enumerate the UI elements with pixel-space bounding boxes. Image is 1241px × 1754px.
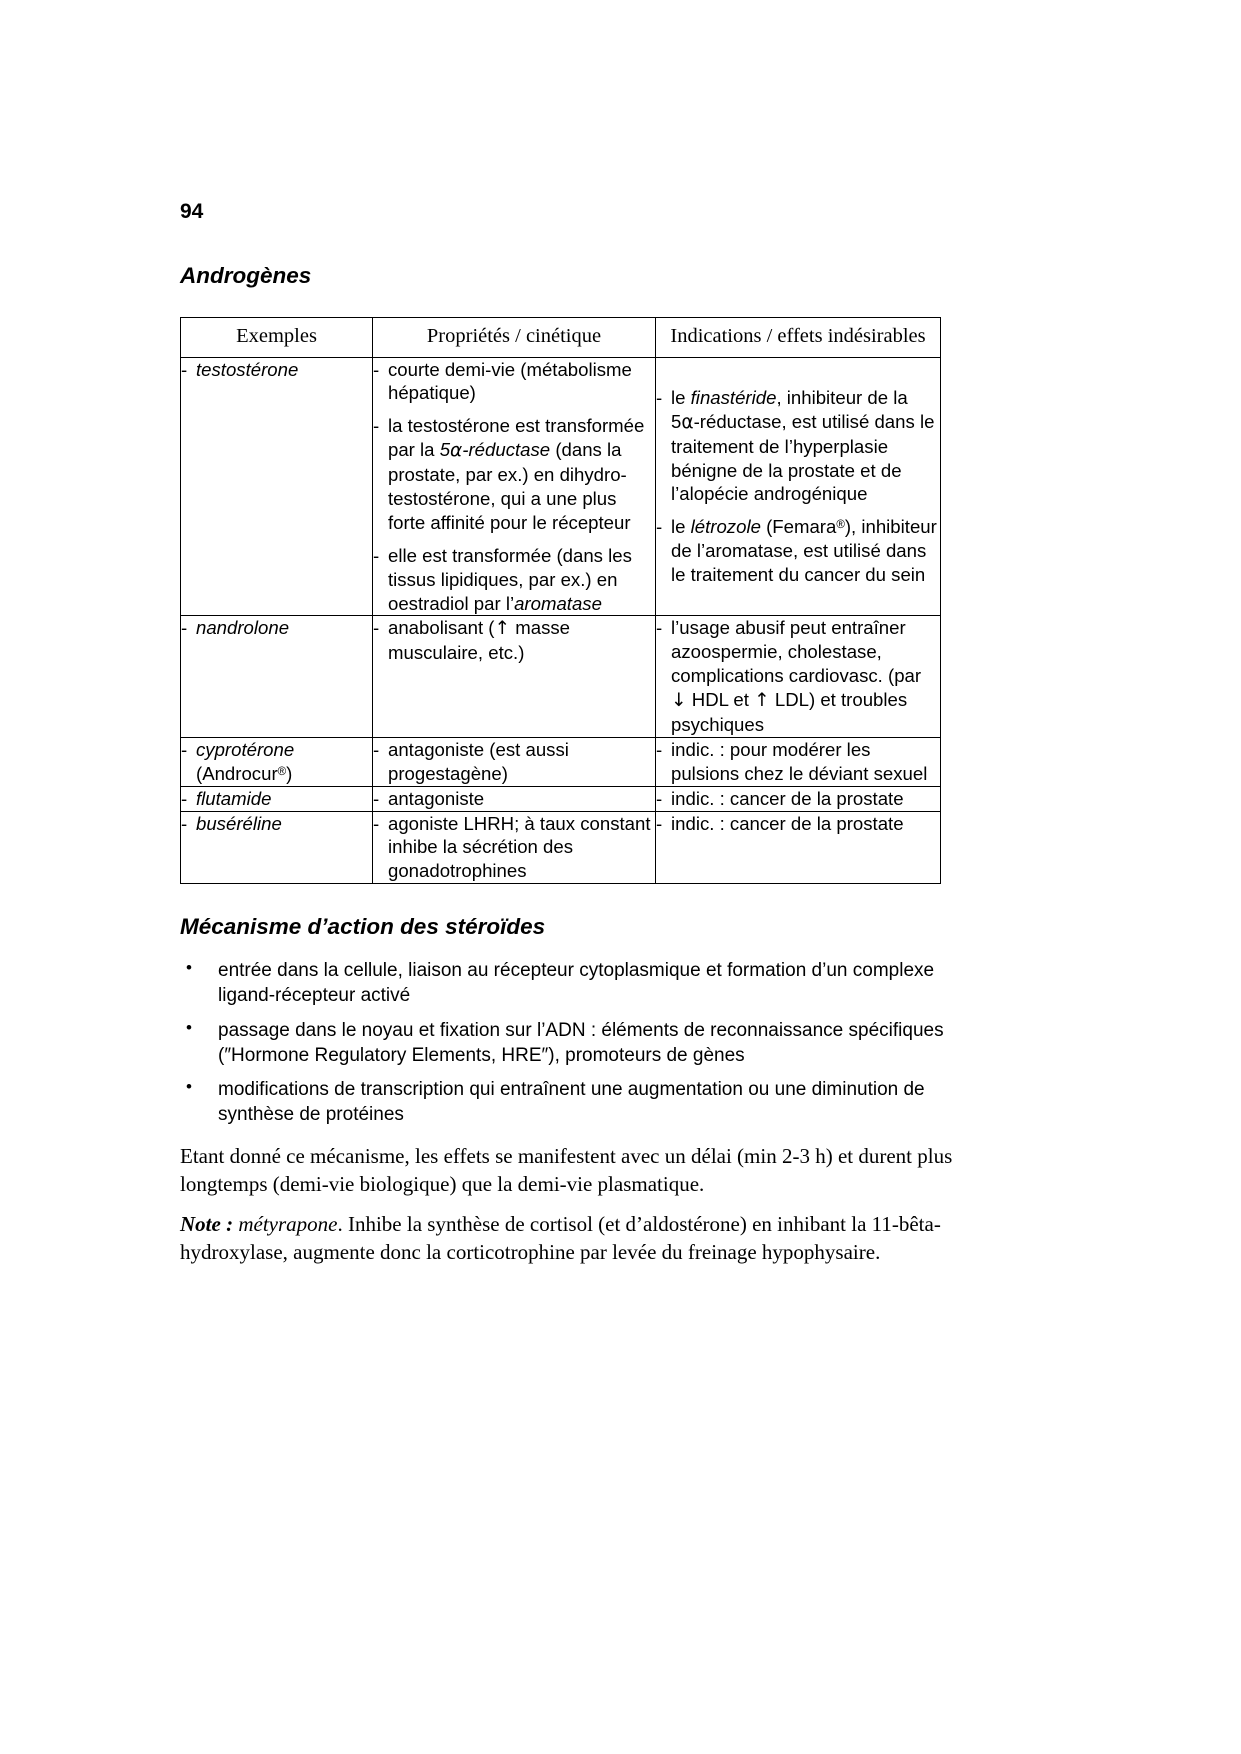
- cell-example: [181, 811, 373, 884]
- dash-list: [181, 358, 372, 382]
- cell-indications: [656, 616, 941, 737]
- list-item: - le létrozole (Femara®), inhibiteur de l’aromatase, est utilisé dans le traitement du cancer du sein: [656, 515, 940, 587]
- list-item: - cyprotérone (Androcur®): [181, 738, 372, 786]
- table-row: [181, 786, 941, 811]
- table-row: [181, 616, 941, 737]
- cell-example: [181, 786, 373, 811]
- drug-name: buséréline: [196, 812, 282, 834]
- cell-indications: [656, 786, 941, 811]
- dash-list: [656, 787, 940, 811]
- cell-properties: [373, 737, 656, 786]
- cell-indications: [656, 357, 941, 616]
- list-item: [181, 812, 372, 836]
- list-item: [181, 787, 372, 811]
- column-header-exemples: Exemples: [181, 317, 373, 357]
- mechanism-paragraph: Etant donné ce mécanisme, les effets se manifestent avec un délai (min 2-3 h) et durent plus longtemps (demi-vie biologique) que la demi-vie plasmatique.: [180, 1143, 953, 1196]
- list-item: - indic. : pour modérer les pulsions chez le déviant sexuel: [656, 738, 940, 786]
- dash-list: [656, 738, 940, 786]
- list-item: - la testostérone est transformée par la 5α-réductase (dans la prostate, par ex.) en dihydro-testostérone, qui a une plus forte affinité pour le récepteur: [373, 414, 655, 534]
- mechanism-bullet-list: [180, 958, 950, 1128]
- dash-list: [373, 787, 655, 811]
- list-item: - antagoniste: [373, 787, 655, 811]
- drug-name: testostérone: [196, 358, 299, 380]
- dash-list: [181, 616, 372, 640]
- drug-name: nandrolone: [196, 617, 290, 639]
- dash-list: [373, 812, 655, 884]
- drug-name: flutamide: [196, 787, 272, 809]
- table-header-row: [181, 317, 941, 357]
- table-row: [181, 737, 941, 786]
- cell-example: [181, 737, 373, 786]
- list-item: - indic. : cancer de la prostate: [656, 812, 940, 836]
- list-item: • entrée dans la cellule, liaison au récepteur cytoplasmique et formation d’un complexe ligand-récepteur activé: [180, 958, 950, 1009]
- list-item: - elle est transformée (dans les tissus lipidiques, par ex.) en oestradiol par l’aromatase: [373, 544, 655, 616]
- cell-example: [181, 357, 373, 616]
- dash-list: [373, 616, 655, 665]
- list-item: [181, 358, 372, 382]
- column-header-proprietes: Propriétés / cinétique: [373, 317, 656, 357]
- list-item: - indic. : cancer de la prostate: [656, 787, 940, 811]
- note-text: . Inhibe la synthèse de cortisol (et d’aldostérone) en inhibant la 11-bêta-hydroxylase, augmente donc la corticotrophine par levée du freinage hypophysaire.: [180, 1211, 941, 1265]
- dash-list: [181, 738, 372, 786]
- table-row: [181, 811, 941, 884]
- cell-example: [181, 616, 373, 737]
- dash-list: [181, 812, 372, 836]
- cell-indications: [656, 737, 941, 786]
- cell-properties: [373, 786, 656, 811]
- list-item: - le finastéride, inhibiteur de la 5α-réductase, est utilisé dans le traitement de l’hyperplasie bénigne de la prostate et de l’alopécie androgénique: [656, 386, 940, 506]
- list-item: • passage dans le noyau et fixation sur l’ADN : éléments de reconnaissance spécifiques (″Hormone Regulatory Elements, HRE″), promoteurs de gènes: [180, 1018, 950, 1069]
- section-heading-androgenes: Androgènes: [180, 263, 312, 289]
- cell-properties: [373, 616, 656, 737]
- list-item: - agoniste LHRH; à taux constant inhibe la sécrétion des gonadotrophines: [373, 812, 655, 884]
- page-content: [180, 200, 953, 1266]
- list-item: - l’usage abusif peut entraîner azoospermie, cholestase, complications cardiovasc. (par ↓ HDL et ↑ LDL) et troubles psychiques: [656, 616, 940, 736]
- dash-list: [656, 386, 940, 587]
- dash-list: [656, 616, 940, 736]
- note-label: Note :: [180, 1211, 234, 1236]
- list-item: - courte demi-vie (métabolisme hépatique): [373, 358, 655, 406]
- cell-properties: [373, 811, 656, 884]
- page-number: 94: [180, 200, 204, 223]
- section-heading-mecanisme: Mécanisme d’action des stéroïdes: [180, 914, 546, 940]
- column-header-indications: Indications / effets indésirables: [656, 317, 941, 357]
- list-item: - antagoniste (est aussi progestagène): [373, 738, 655, 786]
- dash-list: [373, 738, 655, 786]
- androgens-table: [180, 317, 941, 884]
- note-drug-name: métyrapone: [238, 1211, 338, 1236]
- note-paragraph: [180, 1210, 970, 1266]
- cell-properties: [373, 357, 656, 616]
- dash-list: [373, 358, 655, 616]
- dash-list: [656, 812, 940, 836]
- dash-list: [181, 787, 372, 811]
- cell-indications: [656, 811, 941, 884]
- table-row: [181, 357, 941, 616]
- list-item: • modifications de transcription qui entraînent une augmentation ou une diminution de synthèse de protéines: [180, 1077, 950, 1128]
- list-item: [181, 616, 372, 640]
- list-item: - anabolisant (↑ masse musculaire, etc.): [373, 616, 655, 665]
